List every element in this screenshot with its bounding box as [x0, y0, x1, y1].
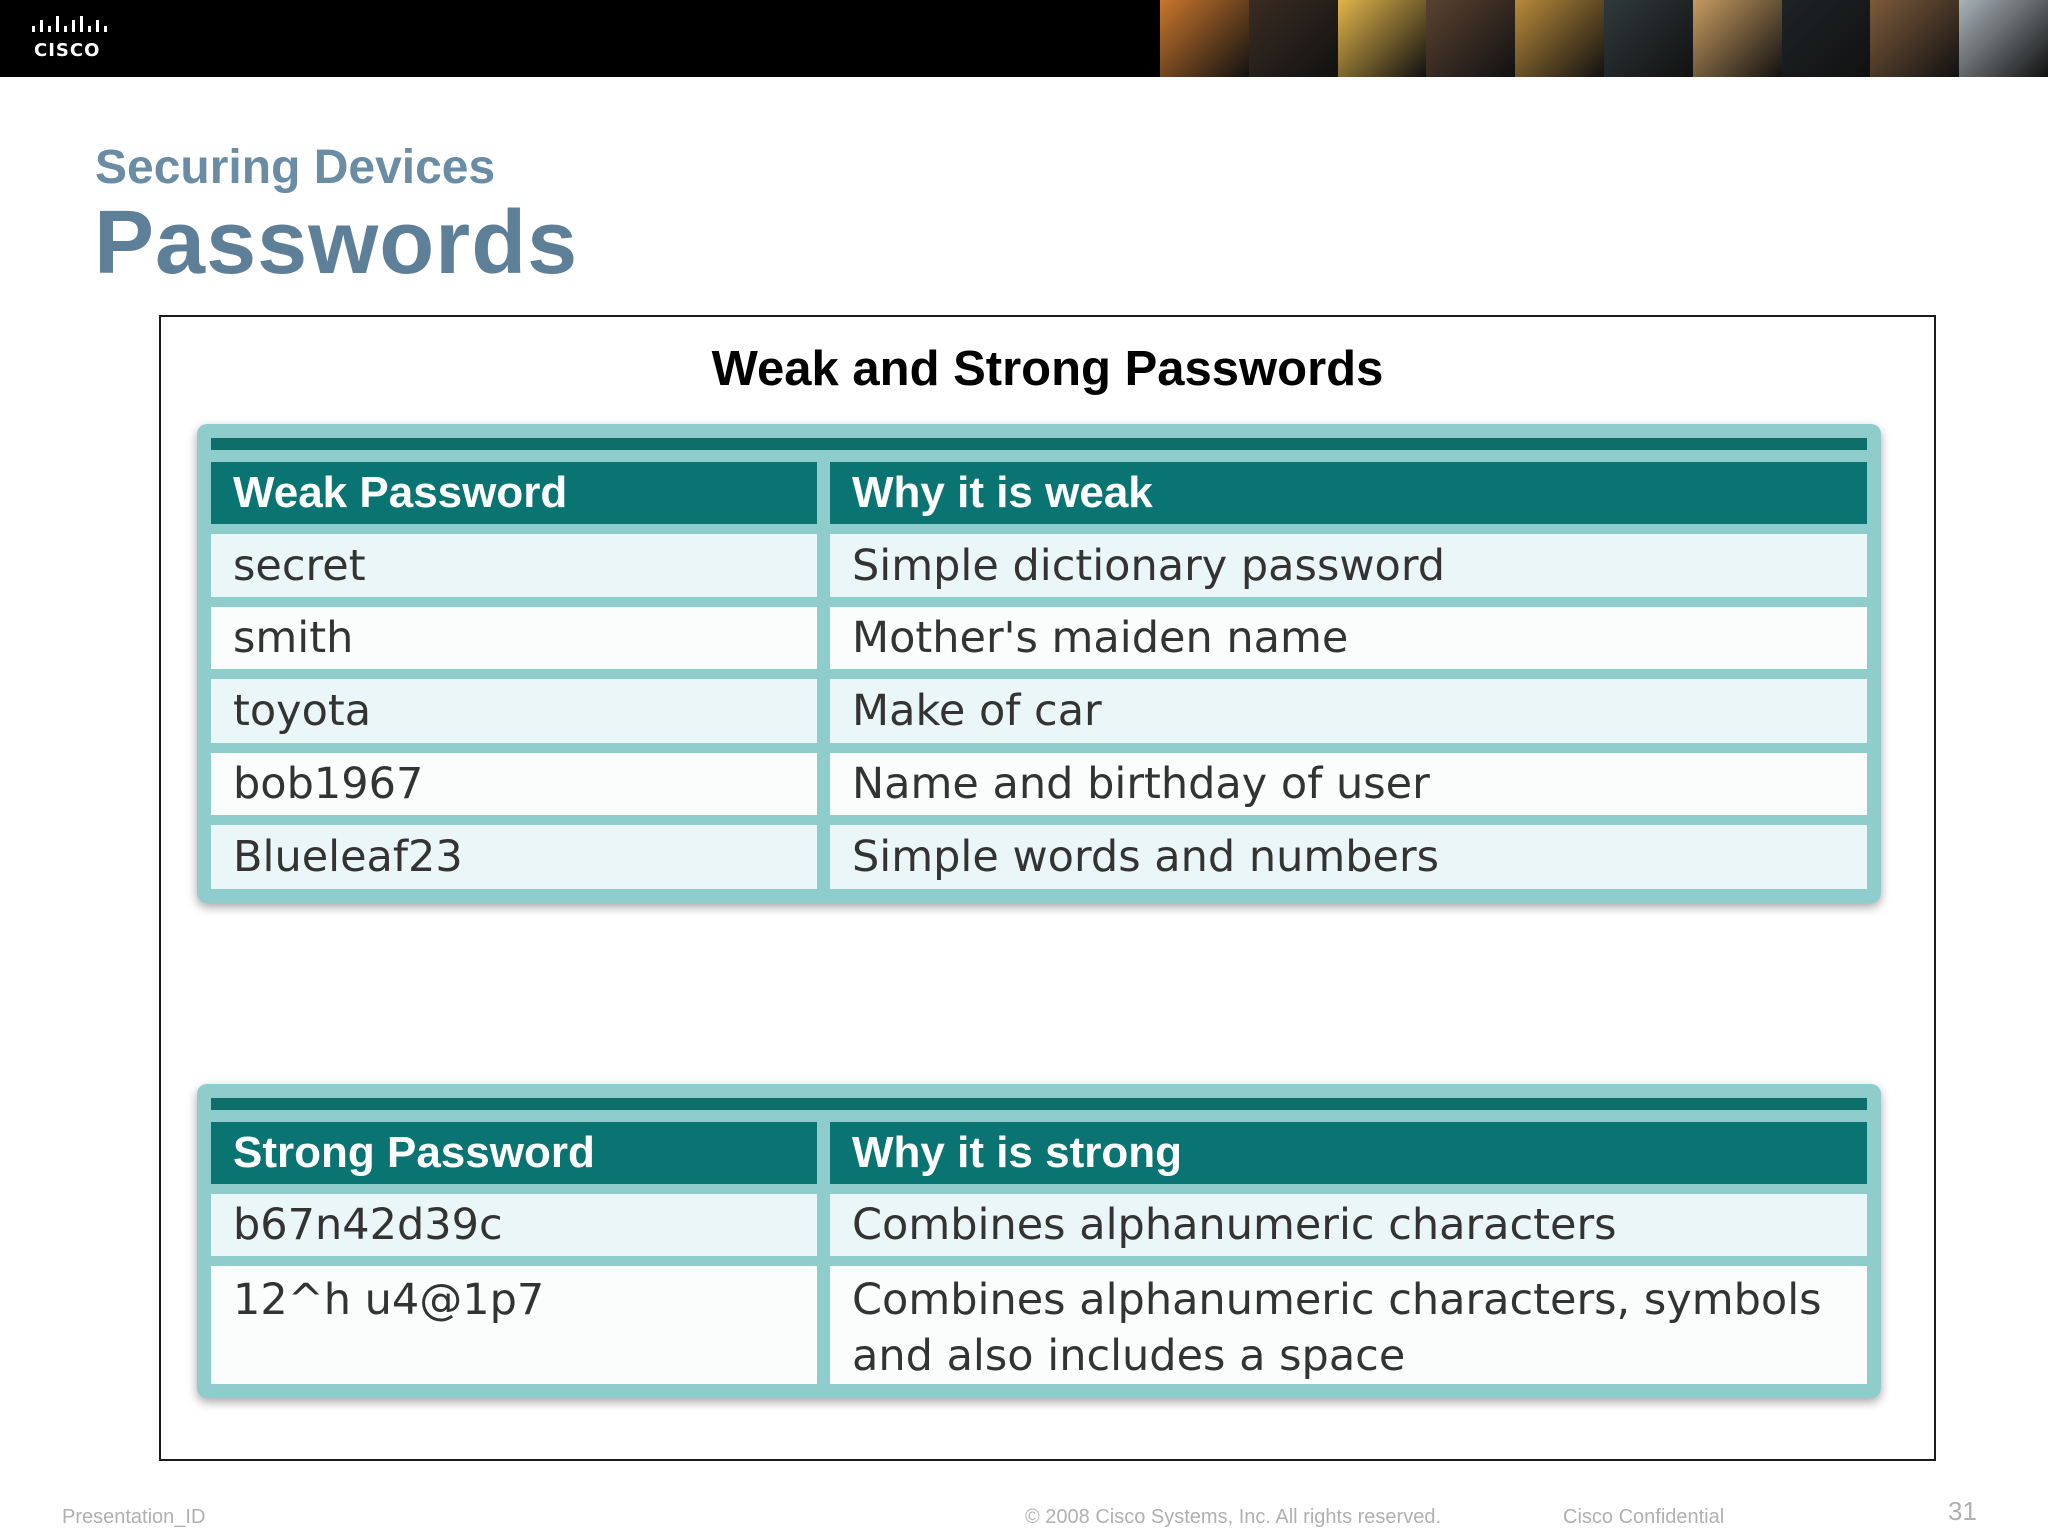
table-row — [211, 825, 1867, 889]
reason-cell: Simple dictionary password — [830, 534, 1867, 597]
header-strong-password: Strong Password — [211, 1122, 817, 1184]
page-title: Passwords — [94, 193, 579, 293]
table-header-row — [211, 462, 1867, 524]
table-row — [211, 753, 1867, 815]
weak-password-table — [197, 424, 1881, 903]
reason-line-1: Combines alphanumeric characters, symbols — [852, 1275, 1822, 1325]
figure-title: Weak and Strong Passwords — [711, 342, 1384, 396]
table-header-row — [211, 1122, 1867, 1184]
footer-confidential: Cisco Confidential — [1563, 1506, 1725, 1528]
footer-presentation-id: Presentation_ID — [62, 1506, 206, 1528]
section-title: Securing Devices — [95, 141, 496, 194]
banner-photo — [1249, 0, 1338, 77]
header-why-weak: Why it is weak — [830, 462, 1867, 524]
table-row — [211, 679, 1867, 743]
reason-cell: Combines alphanumeric characters — [830, 1194, 1867, 1256]
reason-cell — [830, 1266, 1867, 1384]
table-top-stripe — [211, 438, 1867, 450]
table-row — [211, 534, 1867, 597]
weak-password-cell: bob1967 — [211, 753, 817, 815]
table-row — [211, 1266, 1867, 1384]
banner-photo — [1693, 0, 1782, 77]
strong-password-cell: 12^h u4@1p7 — [211, 1266, 817, 1384]
weak-password-cell: smith — [211, 607, 817, 669]
photo-strip — [1160, 0, 2048, 77]
cisco-wordmark: CISCO — [34, 40, 101, 61]
passwords-figure — [159, 315, 1936, 1461]
weak-password-cell: toyota — [211, 679, 817, 743]
cisco-bars-icon — [32, 16, 112, 38]
banner-photo — [1515, 0, 1604, 77]
banner-photo — [1959, 0, 2048, 77]
table-row — [211, 607, 1867, 669]
banner-photo — [1338, 0, 1427, 77]
footer-copyright: © 2008 Cisco Systems, Inc. All rights reserved. — [1025, 1506, 1442, 1528]
weak-password-cell: secret — [211, 534, 817, 597]
reason-cell: Make of car — [830, 679, 1867, 743]
strong-password-table — [197, 1084, 1881, 1398]
header-why-strong: Why it is strong — [830, 1122, 1867, 1184]
banner-photo — [1604, 0, 1693, 77]
top-banner — [0, 0, 2048, 77]
reason-cell: Name and birthday of user — [830, 753, 1867, 815]
reason-line-2: and also includes a space — [852, 1331, 1406, 1381]
header-weak-password: Weak Password — [211, 462, 817, 524]
table-row — [211, 1194, 1867, 1256]
page-number: 31 — [1948, 1496, 1977, 1526]
table-top-stripe — [211, 1098, 1867, 1110]
reason-cell: Mother's maiden name — [830, 607, 1867, 669]
banner-photo — [1870, 0, 1959, 77]
banner-photo — [1426, 0, 1515, 77]
reason-cell: Simple words and numbers — [830, 825, 1867, 889]
strong-password-cell: b67n42d39c — [211, 1194, 817, 1256]
banner-photo — [1160, 0, 1249, 77]
cisco-logo — [30, 16, 120, 64]
weak-password-cell: Blueleaf23 — [211, 825, 817, 889]
banner-photo — [1782, 0, 1871, 77]
